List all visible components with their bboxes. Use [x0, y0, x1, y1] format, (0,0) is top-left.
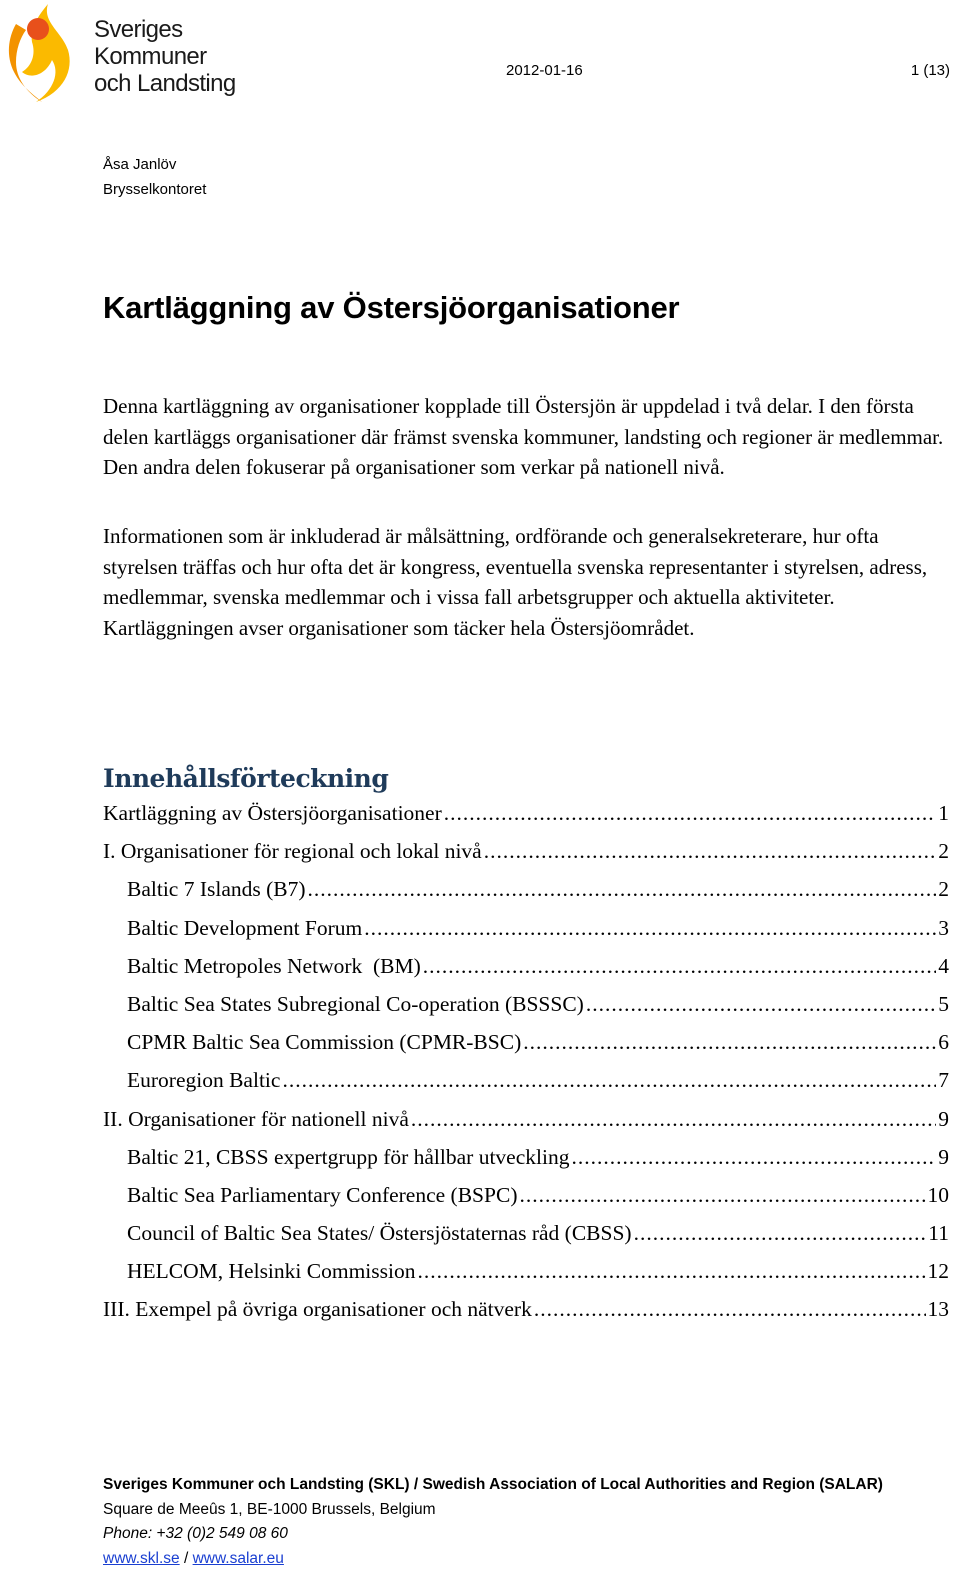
toc-entry[interactable] [103, 1107, 949, 1145]
toc-entry[interactable] [103, 992, 949, 1030]
toc-leader [411, 1107, 936, 1132]
toc-entry-text: HELCOM, Helsinki Commission [127, 1259, 416, 1284]
toc-leader [634, 1221, 927, 1246]
toc-entry-page: 4 [938, 953, 949, 978]
toc-entry-text: Kartläggning av Östersjöorganisationer [103, 801, 442, 825]
toc-entry-text: Council of Baltic Sea States/ Östersjöstaternas råd (CBSS) [127, 1221, 632, 1246]
toc-entry-page: 12 [927, 1259, 949, 1284]
toc-entry-page: 10 [927, 1182, 949, 1207]
author-name: Åsa Janlöv [103, 156, 177, 173]
author-block [103, 152, 206, 202]
link-separator: / [179, 1549, 193, 1567]
toc-leader [308, 877, 937, 902]
toc-leader [444, 801, 937, 826]
toc-entry-text: Baltic Sea Parliamentary Conference (BSPC) [127, 1182, 518, 1207]
toc-entry[interactable] [103, 954, 949, 992]
toc-entry-text: Baltic 7 Islands (B7) [127, 877, 306, 902]
footer-phone: Phone: +32 (0)2 549 08 60 [103, 1525, 288, 1542]
document-date: 2012-01-16 [506, 62, 583, 79]
toc-entry[interactable] [103, 916, 949, 954]
toc-entry[interactable] [103, 1259, 949, 1297]
toc-entry-text: Baltic Metropoles Network (BM) [127, 953, 421, 978]
toc-entry[interactable] [103, 1145, 949, 1183]
toc-leader [523, 1030, 936, 1055]
toc-entry-page: 9 [938, 1106, 949, 1131]
footer-address: Square de Meeûs 1, BE-1000 Brussels, Belgium [103, 1500, 436, 1518]
toc-entry-page: 13 [927, 1297, 949, 1322]
toc-leader [423, 954, 936, 979]
information-paragraph: Informationen som är inkluderad är målsättning, ordförande och generalsekreterare, hur ofta styrelsen träffas och hur ofta det är kongress, eventuella svenska representanter i styrelsen, adress, medlemmar, svenska medlemmar och i vissa fall arbetsgrupper och aktuella aktiviteter. Kartläggningen avser organisationer som täcker hela Östersjöområdet. [103, 524, 928, 640]
toc-entry[interactable] [103, 801, 949, 839]
toc-entry-page: 11 [928, 1221, 949, 1246]
toc-leader [282, 1068, 936, 1093]
toc-entry-page: 9 [938, 1144, 949, 1169]
intro-paragraph: Denna kartläggning av organisationer kopplade till Östersjön är uppdelad i två delar. I den första delen kartläggs organisationer där främst svenska kommuner, landsting och regioner är medlemmar. Den andra delen fokuserar på organisationer som verkar på nationell nivå. [103, 394, 944, 479]
toc-leader [519, 1183, 925, 1208]
logo-line-2: Kommuner [94, 43, 207, 70]
toc-entry[interactable] [103, 1030, 949, 1068]
footer-organization: Sveriges Kommuner och Landsting (SKL) / Swedish Association of Local Authorities and Region (SALAR) [103, 1476, 883, 1493]
toc-entry[interactable] [103, 1221, 949, 1259]
toc-entry-page: 3 [938, 915, 949, 940]
toc-entry-text: II. Organisationer för nationell nivå [103, 1106, 409, 1131]
logo-line-1: Sveriges [94, 16, 183, 43]
toc-leader [364, 916, 936, 941]
toc-entry-text: Euroregion Baltic [127, 1068, 281, 1093]
toc-entry-page: 2 [938, 839, 949, 864]
toc-heading: Innehållsförteckning [103, 764, 389, 793]
toc-leader [417, 1259, 925, 1284]
toc-entry[interactable] [103, 1068, 949, 1106]
logo-line-3: och Landsting [94, 70, 236, 97]
author-office: Brysselkontoret [103, 181, 207, 198]
toc-leader [534, 1297, 926, 1322]
toc-leader [586, 992, 936, 1017]
toc-entry-text: III. Exempel på övriga organisationer och nätverk [103, 1297, 532, 1322]
toc-entry-text: Baltic 21, CBSS expertgrupp för hållbar utveckling [127, 1144, 570, 1169]
toc-entry-text: Baltic Sea States Subregional Co-operation (BSSSC) [127, 991, 584, 1016]
toc-entry[interactable] [103, 1297, 949, 1335]
page-indicator: 1 (13) [910, 62, 950, 79]
toc-entry-page: 5 [938, 991, 949, 1016]
toc-leader [571, 1145, 936, 1170]
toc-entry-page: 7 [938, 1068, 949, 1093]
table-of-contents [103, 801, 949, 1336]
toc-entry-text: CPMR Baltic Sea Commission (CPMR-BSC) [127, 1030, 522, 1055]
toc-entry-page: 6 [938, 1030, 949, 1055]
toc-entry-text: Baltic Development Forum [127, 915, 363, 940]
toc-entry[interactable] [103, 1183, 949, 1221]
toc-entry-page: 2 [938, 877, 949, 902]
toc-entry-page: 1 [938, 801, 949, 825]
skl-link[interactable]: www.skl.se [103, 1549, 180, 1567]
page-footer [103, 1473, 883, 1571]
toc-leader [484, 839, 937, 864]
toc-entry-text: I. Organisationer för regional och lokal nivå [103, 839, 482, 864]
skl-logo [2, 2, 252, 106]
page-title: Kartläggning av Östersjöorganisationer [103, 290, 680, 325]
toc-entry[interactable] [103, 839, 949, 877]
toc-entry[interactable] [103, 877, 949, 915]
salar-link[interactable]: www.salar.eu [192, 1549, 284, 1567]
footer-links [103, 1547, 883, 1572]
skl-flame-icon [2, 2, 92, 106]
